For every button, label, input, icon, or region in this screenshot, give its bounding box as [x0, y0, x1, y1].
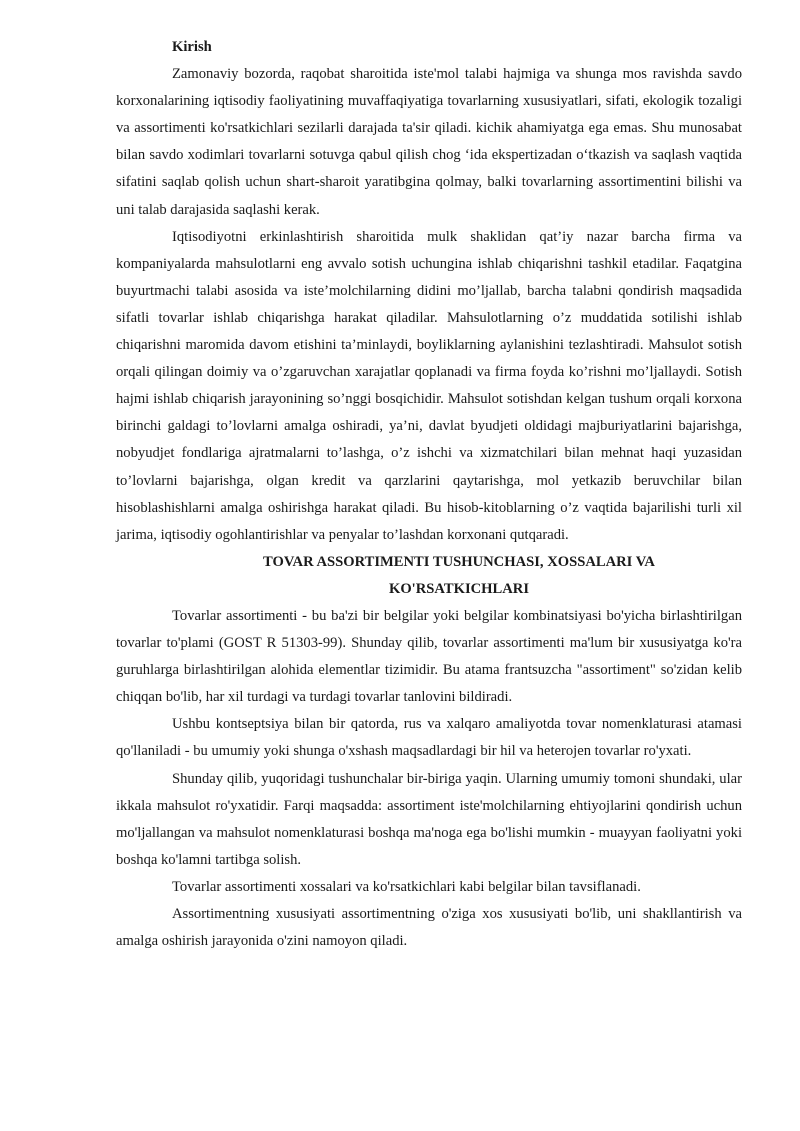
section-paragraph-3: Shunday qilib, yuqoridagi tushunchalar bir-biriga yaqin. Ularning umumiy tomoni shundaki, ular ikkala mahsulot ro'yxatidir. Farqi maqsadda: assortiment iste'molchilarning ehtiyojlarini qondirish uchun mo'ljallangan va mahsulot nomenklaturasi boshqa ma'noga ega bo'lishi mumkin - muayyan faoliyatni yoki boshqa ko'lamni tartibga solish. — [116, 770, 742, 868]
section-title-line-2: KO'RSATKICHLARI — [388, 580, 529, 597]
section-paragraph-5: Assortimentning xususiyati assortimentning o'ziga xos xususiyati bo'lib, uni shakllantirish va amalga oshirish jarayonida o'zini namoyon qiladi. — [116, 906, 742, 950]
section-paragraph-1: Tovarlar assortimenti - bu ba'zi bir belgilar yoki belgilar kombinatsiyasi bo'yicha birlashtirilgan tovarlar to'plami (GOST R 51303-99). Shunday qilib, tovarlar assortimenti ma'lum bir xususiyatga ko'ra guruhlarga birlashtirilgan alohida elementlar tizimidir. Bu atama frantsuzcha "assortiment" so'zidan kelib chiqqan bo'lib, har xil turdagi va turdagi tovarlar tanlovini bildiradi. — [116, 607, 742, 706]
intro-heading: Kirish — [172, 39, 212, 55]
intro-paragraph-1: Zamonaviy bozorda, raqobat sharoitida iste'mol talabi hajmiga va shunga mos ravishda savdo korxonalarining iqtisodiy faoliyatining muvaffaqiyatiga tovarlarning xususiyatlari, sifati, ekologik tozaligi va assortimenti ko'rsatkichlari sezilarli darajada ta'sir qiladi. kichik ahamiyatga ega emas. Shu munosabat bilan savdo xodimlari tovarlarni sotuvga qabul qilish chog ‘ida ekspertizadan o‘tkazish va saqlash vaqtida sifatini saqlab qolish uchun shart-sharoit yaratibgina qolmay, balki tovarlarning assortimentini bilishi va uni talab darajasida saqlashi kerak. — [116, 66, 742, 218]
document-page — [116, 34, 742, 955]
section-paragraph-2: Ushbu kontseptsiya bilan bir qatorda, rus va xalqaro amaliyotda tovar nomenklaturasi atamasi qo'llaniladi - bu umumiy yoki shunga o'xshash maqsadlardagi bir hil va heterojen tovarlar ro'yxati. — [116, 716, 742, 760]
section-title-line-1: TOVAR ASSORTIMENTI TUSHUNCHASI, XOSSALARI VA — [263, 553, 655, 570]
section-paragraph-4: Tovarlar assortimenti xossalari va ko'rsatkichlari kabi belgilar bilan tavsiflanadi. — [172, 878, 641, 895]
intro-paragraph-2: Iqtisodiyotni erkinlashtirish sharoitida mulk shaklidan qat’iy nazar barcha firma va kompaniyalarda mahsulotlarni eng avvalo sotish uchungina ishlab chiqarishni tashkil etadilar. Faqatgina buyurtmachi talabi asosida va iste’molchilarning didini mo’ljallab, barcha talabni qondirish maqsadida sifatli tovarlar ishlab chiqarishga harakat qiladilar. Mahsulotlarning o’z muddatida sotilishi ishlab chiqarishni maromida davom etishini ta’minlaydi, boyliklarning aylanishini tezlashtiradi. Mahsulot sotish orqali qilingan doimiy va o’zgaruvchan xarajatlar qoplanadi va firma foyda ko’rishni mo’ljallaydi. Sotish hajmi ishlab chiqarish jarayonining so’nggi bosqichidir. Mahsulot sotishdan kelgan tushum orqali korxona birinchi galdagi to’lovlarni amalga oshiradi, ya’ni, davlat byudjeti oldidagi majburiyatlarini bajarishga, nobyudjet fondlariga ajratmalarni to’lashga, o’z ishchi va xizmatchilari bilan mehnat haqi yuzasidan to’lovlarni bajarishga, olgan kredit va qarzlarini qaytarishga, mol yetkazib beruvchilar bilan hisoblashishlarni amalga oshirishga harakat qiladi. Bu hisob-kitoblarning o’z vaqtida bajarilishi turli xil jarima, iqtisodiy ogohlantirishlar va penyalar to’lashdan korxonani qutqaradi. — [116, 228, 742, 543]
